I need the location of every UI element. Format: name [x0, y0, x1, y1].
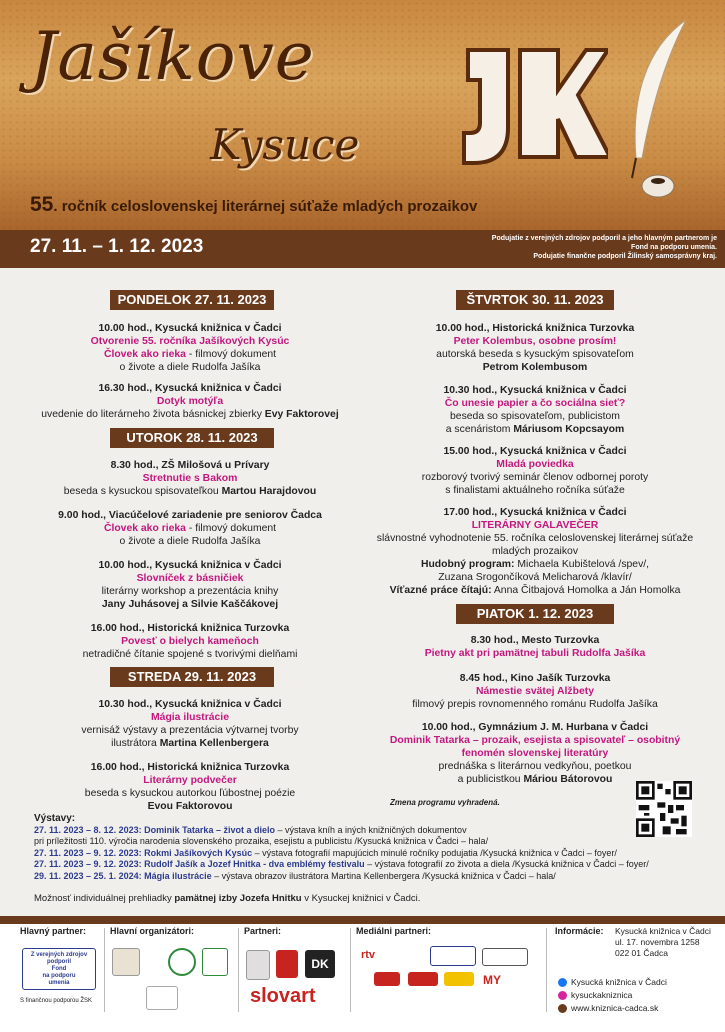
event-title: Človek ako rieka: [103, 349, 186, 360]
title-kysuce: Kysuce: [210, 120, 360, 169]
kysuce-logo: [444, 972, 474, 986]
exhibition-row: [34, 825, 694, 837]
zsk-support-note: S finančnou podporou ŽSK: [20, 998, 93, 1004]
mojtyzden-logo: [430, 994, 480, 1008]
event-time-place: 10.00 hod., Historická knižnica Turzovka: [435, 323, 635, 334]
event-label: Hudobný program:: [420, 559, 515, 570]
event-time-place: 10.00 hod., Kysucká knižnica v Čadci: [98, 560, 282, 571]
event-title: Človek ako rieka: [103, 523, 186, 534]
event-title: Dotyk motýľa: [156, 396, 224, 407]
event-desc: - filmový dokument: [185, 349, 277, 360]
info-line: 022 01 Čadca: [615, 948, 668, 958]
media-partners-label: Mediálni partneri:: [356, 926, 432, 936]
event-person: Máriou Bátorovou: [523, 774, 613, 785]
event-time-place: 17.00 hod., Kysucká knižnica v Čadci: [443, 507, 627, 518]
event-person: Evou Faktorovou: [147, 801, 233, 812]
info-address: [615, 926, 725, 959]
event-tue-3: [20, 559, 360, 611]
event-person: Martina Kellenbergera: [159, 738, 269, 749]
rtv-logo: rtv: [360, 949, 376, 961]
quill-icon: [606, 18, 696, 203]
event-title: Námestie svätej Alžbety: [475, 686, 594, 697]
day-header-tuesday: UTOROK 28. 11. 2023: [110, 428, 274, 448]
title-jasikove: Jašíkove: [30, 18, 315, 95]
fpu-logo-text: umenia: [48, 979, 70, 986]
exhibition-date-title: 27. 11. 2023 – 8. 12. 2023: Dominik Tatarka – život a dielo: [34, 824, 275, 835]
divider: [350, 928, 351, 1012]
info-label: Informácie:: [555, 926, 604, 936]
divider: [546, 928, 547, 1012]
event-time-place: 16.00 hod., Historická knižnica Turzovka: [90, 762, 290, 773]
exhibition-desc: – výstava obrazov ilustrátora Martina Kellenbergera /Kysucká knižnica v Čadci – hala/: [211, 870, 556, 881]
event-desc: Michaela Kubištelová /spev/,: [514, 559, 650, 570]
event-title: Peter Kolembus, osobne prosím!: [453, 336, 617, 347]
event-person: Martou Harajdovou: [221, 486, 317, 497]
day-header-thursday: ŠTVRTOK 30. 11. 2023: [456, 290, 614, 310]
event-desc: o živote a diele Rudolfa Jašíka: [119, 536, 261, 547]
event-dates: 27. 11. – 1. 12. 2023: [30, 236, 204, 257]
event-time-place: 15.00 hod., Kysucká knižnica v Čadci: [443, 446, 627, 457]
exhibition-row: [34, 859, 694, 871]
partners-label: Partneri:: [244, 926, 282, 936]
event-desc: netradičné čítanie spojené s tvorivými dielňami: [82, 649, 298, 660]
funding-line: Podujatie finančne podporil Žilinský samosprávny kraj.: [533, 253, 717, 260]
edition-subtitle: [30, 193, 477, 217]
event-time-place: 8.30 hod., ZŠ Milošová u Prívary: [110, 460, 270, 471]
event-thu-1: [370, 322, 700, 374]
website-link[interactable]: [558, 1003, 658, 1013]
event-title: Čo unesie papier a čo sociálna sieť?: [444, 398, 626, 409]
my-kysuce-logo: [360, 994, 400, 1008]
literarny-tyzdennik-logo: [430, 946, 476, 966]
event-desc: mladých prozaikov: [491, 546, 579, 557]
event-title: fenomén slovenskej literatúry: [461, 748, 609, 759]
event-time-place: 8.30 hod., Mesto Turzovka: [470, 635, 600, 646]
event-wed-1: [20, 698, 360, 750]
event-fri-3: [370, 721, 700, 786]
turzovka-crest-icon: [276, 950, 298, 978]
permanent-exhibit-note: [34, 893, 420, 904]
facebook-text: Kysucká knižnica v Čadci: [571, 977, 667, 987]
event-desc: beseda s kysuckou autorkou ľúbostnej poézie: [84, 788, 296, 799]
event-desc: filmový prepis rovnomenného románu Rudolfa Jašíka: [412, 699, 658, 710]
event-desc: beseda so spisovateľom, publicistom: [450, 411, 620, 422]
event-fri-1: [370, 634, 700, 660]
event-tue-2: [20, 509, 360, 548]
event-desc: beseda s kysuckou spisovateľkou: [63, 486, 222, 497]
event-time-place: 16.30 hod., Kysucká knižnica v Čadci: [98, 383, 282, 394]
event-desc: slávnostné vyhodnotenie 55. ročníka celoslovenskej literárnej súťaže: [376, 533, 694, 544]
event-time-place: 10.30 hod., Kysucká knižnica v Čadci: [98, 699, 282, 710]
exhibition-desc: pri príležitosti 110. výročia narodenia slovenského prozaika, esejistu a publicistu /Kysucká knižnica v Čadci – hala/: [34, 836, 489, 846]
event-title: Mágia ilustrácie: [151, 712, 229, 723]
event-title: Stretnutie s Bakom: [142, 473, 238, 484]
day-header-monday: PONDELOK 27. 11. 2023: [110, 290, 274, 310]
exhibitions-label: Výstavy:: [34, 813, 76, 824]
event-label: Víťazné práce čítajú:: [389, 585, 492, 596]
event-person: Evy Faktorovej: [264, 409, 339, 420]
exhibition-desc: – výstava fotografií mapujúcich minulé ročníky podujatia /Kysucká knižnica v Čadci – foyer/: [252, 847, 617, 858]
tv-logo: [374, 972, 400, 986]
exhibition-date-title: 27. 11. 2023 – 9. 12. 2023: Rudolf Jašík a Jozef Hnitka - dva emblémy festivalu: [34, 859, 365, 869]
event-title: Otvorenie 55. ročníka Jašíkových Kysúc: [90, 336, 290, 347]
event-title: Mladá poviedka: [496, 459, 574, 470]
event-tue-1: [20, 459, 360, 498]
event-desc: prednáška s literárnou vedkyňou, poetkou: [438, 761, 632, 772]
event-fri-2: [370, 672, 700, 711]
event-desc: s finalistami aktuálneho ročníka súťaže: [445, 485, 625, 496]
my-logo: MY: [483, 973, 501, 987]
info-line: ul. 17. novembra 1258: [615, 937, 700, 947]
event-title: LITERÁRNY GALAVEČER: [471, 520, 599, 531]
event-desc: rozborový tvorivý seminár členov odbornej poroty: [421, 472, 649, 483]
tvt-logo: [408, 972, 438, 986]
exhibition-date-title: 27. 11. 2023 – 9. 12. 2023: Rokmi Jašíkových Kysúc: [34, 847, 253, 858]
event-desc: vernisáž výstavy a prezentácia výtvarnej tvorby: [81, 725, 299, 736]
event-time-place: 8.45 hod., Kino Jašík Turzovka: [459, 673, 611, 684]
event-person: Jany Juhásovej a Silvie Kaščákovej: [101, 599, 279, 610]
event-desc: ilustrátora: [111, 738, 160, 749]
event-desc: Anna Čitbajová Homolka a Ján Homolka: [491, 585, 681, 596]
jk-logo-icon: [458, 45, 608, 175]
info-line: Kysucká knižnica v Čadci: [615, 926, 711, 936]
event-thu-2: [370, 384, 700, 436]
program-change-note: Zmena programu vyhradená.: [390, 798, 500, 807]
event-tue-4: [20, 622, 360, 661]
event-desc: autorská beseda s kysuckým spisovateľom: [436, 349, 634, 360]
event-mon-2: [20, 382, 360, 421]
fpu-logo-text: Fond: [51, 965, 67, 972]
partner-logo-icon: [202, 948, 228, 976]
event-person: Petrom Kolembusom: [482, 362, 588, 373]
divider: [104, 928, 105, 1012]
globe-icon: [558, 1004, 567, 1013]
radio-regina-logo: [388, 948, 424, 964]
funding-note: [487, 234, 717, 261]
zsk-crest-icon: [112, 948, 140, 976]
note-text: Možnosť individuálnej prehliadky: [34, 893, 175, 904]
funding-line: Podujatie z verejných zdrojov podporil a jeho hlavným partnerom je: [491, 235, 717, 242]
facebook-icon: [558, 978, 567, 987]
dk-logo-icon: DK: [305, 950, 335, 978]
event-title: Povesť o bielych kameňoch: [121, 636, 259, 647]
event-desc: o živote a diele Rudolfa Jašíka: [119, 362, 261, 373]
fpu-logo-text: na podporu: [42, 972, 76, 979]
event-time-place: 10.00 hod., Kysucká knižnica v Čadci: [98, 323, 282, 334]
dotyky-logo: [482, 948, 528, 966]
divider: [238, 928, 239, 1012]
note-text: v Kysuckej knižnici v Čadci.: [301, 893, 421, 904]
event-time-place: 9.00 hod., Viacúčelové zariadenie pre seniorov Čadca: [58, 510, 322, 521]
facebook-link[interactable]: [558, 977, 667, 987]
event-mon-1: [20, 322, 360, 374]
event-time-place: 10.00 hod., Gymnázium J. M. Hurbana v Čadci: [421, 722, 649, 733]
event-desc: - filmový dokument: [185, 523, 277, 534]
exhibition-row: [34, 848, 694, 860]
fpu-logo: [22, 948, 96, 990]
kk-logo-icon: [116, 986, 138, 1008]
exhibition-desc: – výstava kníh a iných knižničných dokumentov: [274, 824, 467, 835]
edition-number: 55: [30, 193, 54, 216]
library-logo-icon: [168, 948, 196, 976]
event-desc: a publicistkou: [457, 774, 524, 785]
event-title: Slovníček z básničiek: [136, 573, 244, 584]
event-desc: Zuzana Srogončíková Melicharová /klavír/: [438, 572, 632, 583]
event-thu-4: [370, 506, 700, 597]
organizers-label: Hlavní organizátori:: [110, 926, 195, 936]
event-desc: a scenáristom: [445, 424, 514, 435]
slovart-logo: slovart: [250, 985, 316, 1007]
website-text: www.kniznica-cadca.sk: [571, 1003, 659, 1013]
pen-centre-logo: [146, 986, 178, 1010]
event-title: Dominik Tatarka – prozaik, esejista a spisovateľ – osobitný: [389, 735, 681, 746]
instagram-link[interactable]: [558, 990, 632, 1000]
instagram-text: kysuckakniznica: [571, 990, 633, 1000]
event-title: Literárny podvečer: [143, 775, 237, 786]
main-partner-label: Hlavný partner:: [20, 926, 87, 936]
exhibition-row: [34, 871, 694, 883]
event-desc: uvedenie do literárneho života básnickej zbierky: [41, 409, 265, 420]
exhibitions-section: [34, 813, 694, 882]
event-thu-3: [370, 445, 700, 497]
fpu-logo-text: Z verejných zdrojov podporil: [30, 951, 88, 965]
event-time-place: 10.30 hod., Kysucká knižnica v Čadci: [443, 385, 627, 396]
info-block: [555, 926, 711, 958]
funding-line: Fond na podporu umenia.: [631, 244, 717, 251]
day-header-friday: PIATOK 1. 12. 2023: [456, 604, 614, 624]
event-title: Pietny akt pri pamätnej tabuli Rudolfa Jašíka: [424, 648, 646, 659]
day-header-wednesday: STREDA 29. 11. 2023: [110, 667, 274, 687]
event-person: Máriusom Kopcsayom: [513, 424, 625, 435]
exhibition-desc: – výstava fotografií zo života a diela /Kysucká knižnica v Čadci – foyer/: [364, 859, 649, 869]
instagram-icon: [558, 991, 567, 1000]
oss-logo-icon: [180, 990, 232, 1006]
event-wed-2: [20, 761, 360, 813]
exhibition-date-title: 29. 11. 2023 – 25. 1. 2024: Mágia ilustrácie: [34, 870, 212, 881]
cadca-crest-icon: [246, 950, 270, 980]
event-desc: literárny workshop a prezentácia knihy: [101, 586, 279, 597]
event-time-place: 16.00 hod., Historická knižnica Turzovka: [90, 623, 290, 634]
note-bold: pamätnej izby Jozefa Hnitku: [174, 893, 302, 904]
edition-text: . ročník celoslovenskej literárnej súťaže mladých prozaikov: [53, 198, 478, 215]
